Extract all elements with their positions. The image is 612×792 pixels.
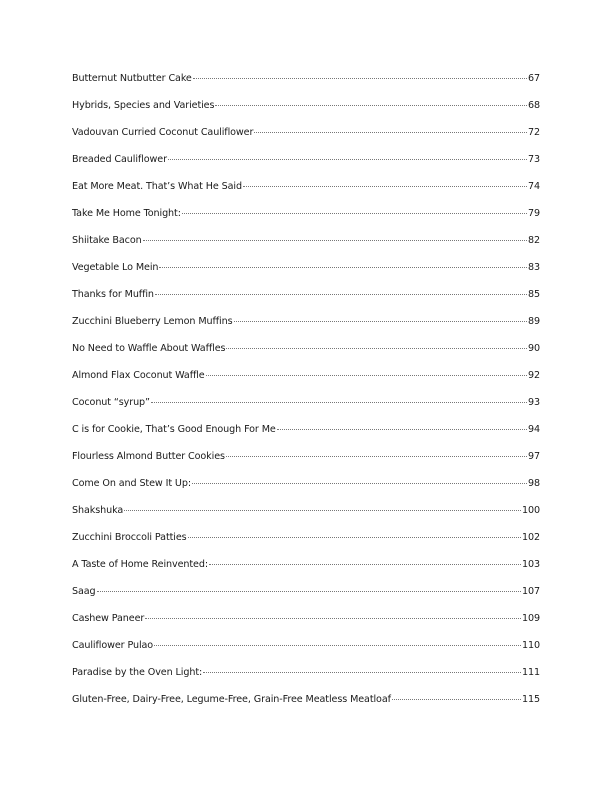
toc-entry-title: Flourless Almond Butter Cookies: [72, 451, 225, 462]
dot-leader: [182, 213, 527, 214]
dot-leader: [277, 429, 527, 430]
toc-entry: [72, 370, 540, 397]
toc-entry: [72, 478, 540, 505]
dot-leader: [203, 672, 521, 673]
toc-entry: [72, 451, 540, 478]
toc-entry: [72, 613, 540, 640]
toc-entry-page: 67: [527, 73, 540, 84]
dot-leader: [209, 564, 521, 565]
toc-entry: [72, 505, 540, 532]
toc-entry: [72, 424, 540, 451]
toc-entry-page: 90: [527, 343, 540, 354]
dot-leader: [124, 510, 521, 511]
dot-leader: [226, 348, 527, 349]
toc-entry-title: Vadouvan Curried Coconut Cauliflower: [72, 127, 254, 138]
toc-entry: [72, 694, 540, 721]
toc-entry: [72, 667, 540, 694]
toc-entry-title: Almond Flax Coconut Waffle: [72, 370, 205, 381]
toc-entry-title: Hybrids, Species and Varieties: [72, 100, 215, 111]
toc-entry-title: Gluten-Free, Dairy-Free, Legume-Free, Grain-Free Meatless Meatloaf: [72, 694, 391, 705]
toc-entry-page: 111: [521, 667, 540, 678]
toc-entry: [72, 586, 540, 613]
toc-entry: [72, 154, 540, 181]
toc-entry-title: Shakshuka: [72, 505, 124, 516]
toc-entry-page: 79: [527, 208, 540, 219]
toc-entry: [72, 262, 540, 289]
toc-entry-title: Thanks for Muffin: [72, 289, 154, 300]
dot-leader: [226, 456, 527, 457]
dot-leader: [151, 402, 527, 403]
toc-entry-page: 102: [521, 532, 540, 543]
toc-entry-title: Coconut “syrup”: [72, 397, 150, 408]
toc-entry-page: 103: [521, 559, 540, 570]
dot-leader: [154, 645, 521, 646]
toc-entry: [72, 289, 540, 316]
dot-leader: [392, 699, 521, 700]
toc-entry-title: Shiitake Bacon: [72, 235, 142, 246]
dot-leader: [168, 159, 527, 160]
toc-entry-page: 94: [527, 424, 540, 435]
toc-entry-title: Zucchini Broccoli Patties: [72, 532, 187, 543]
toc-entry: [72, 235, 540, 262]
toc-entry-page: 110: [521, 640, 540, 651]
dot-leader: [188, 537, 521, 538]
toc-entry: [72, 73, 540, 100]
dot-leader: [254, 132, 527, 133]
dot-leader: [215, 105, 527, 106]
toc-entry-page: 74: [527, 181, 540, 192]
toc-entry-title: Eat More Meat. That’s What He Said: [72, 181, 242, 192]
toc-entry-page: 93: [527, 397, 540, 408]
table-of-contents: [72, 73, 540, 721]
toc-entry-title: C is for Cookie, That’s Good Enough For Me: [72, 424, 276, 435]
dot-leader: [155, 294, 527, 295]
toc-entry-title: Zucchini Blueberry Lemon Muffins: [72, 316, 233, 327]
toc-entry-title: Saag: [72, 586, 96, 597]
toc-entry: [72, 397, 540, 424]
dot-leader: [234, 321, 527, 322]
toc-entry: [72, 208, 540, 235]
toc-entry-page: 85: [527, 289, 540, 300]
toc-entry-title: Cashew Paneer: [72, 613, 145, 624]
dot-leader: [206, 375, 527, 376]
dot-leader: [243, 186, 527, 187]
toc-entry: [72, 532, 540, 559]
toc-entry-title: Breaded Cauliflower: [72, 154, 167, 165]
toc-entry-page: 92: [527, 370, 540, 381]
toc-entry-page: 68: [527, 100, 540, 111]
dot-leader: [145, 618, 521, 619]
toc-entry-title: Come On and Stew It Up:: [72, 478, 191, 489]
toc-entry-title: Cauliflower Pulao: [72, 640, 154, 651]
toc-entry-title: No Need to Waffle About Waffles: [72, 343, 226, 354]
dot-leader: [97, 591, 521, 592]
dot-leader: [192, 483, 527, 484]
dot-leader: [159, 267, 527, 268]
toc-entry: [72, 343, 540, 370]
dot-leader: [143, 240, 527, 241]
toc-entry: [72, 181, 540, 208]
toc-entry-page: 98: [527, 478, 540, 489]
toc-entry-page: 83: [527, 262, 540, 273]
dot-leader: [193, 78, 527, 79]
toc-entry: [72, 640, 540, 667]
toc-entry-page: 100: [521, 505, 540, 516]
toc-entry-title: Take Me Home Tonight:: [72, 208, 181, 219]
toc-entry-page: 109: [521, 613, 540, 624]
toc-entry-page: 115: [521, 694, 540, 705]
toc-entry: [72, 100, 540, 127]
toc-entry-page: 97: [527, 451, 540, 462]
toc-entry-title: Vegetable Lo Mein: [72, 262, 159, 273]
toc-entry: [72, 559, 540, 586]
toc-entry-title: A Taste of Home Reinvented:: [72, 559, 208, 570]
toc-entry-title: Paradise by the Oven Light:: [72, 667, 203, 678]
toc-entry-page: 82: [527, 235, 540, 246]
toc-entry-page: 73: [527, 154, 540, 165]
toc-entry-title: Butternut Nutbutter Cake: [72, 73, 192, 84]
toc-entry: [72, 127, 540, 154]
toc-entry-page: 89: [527, 316, 540, 327]
toc-entry-page: 107: [521, 586, 540, 597]
toc-entry-page: 72: [527, 127, 540, 138]
toc-entry: [72, 316, 540, 343]
